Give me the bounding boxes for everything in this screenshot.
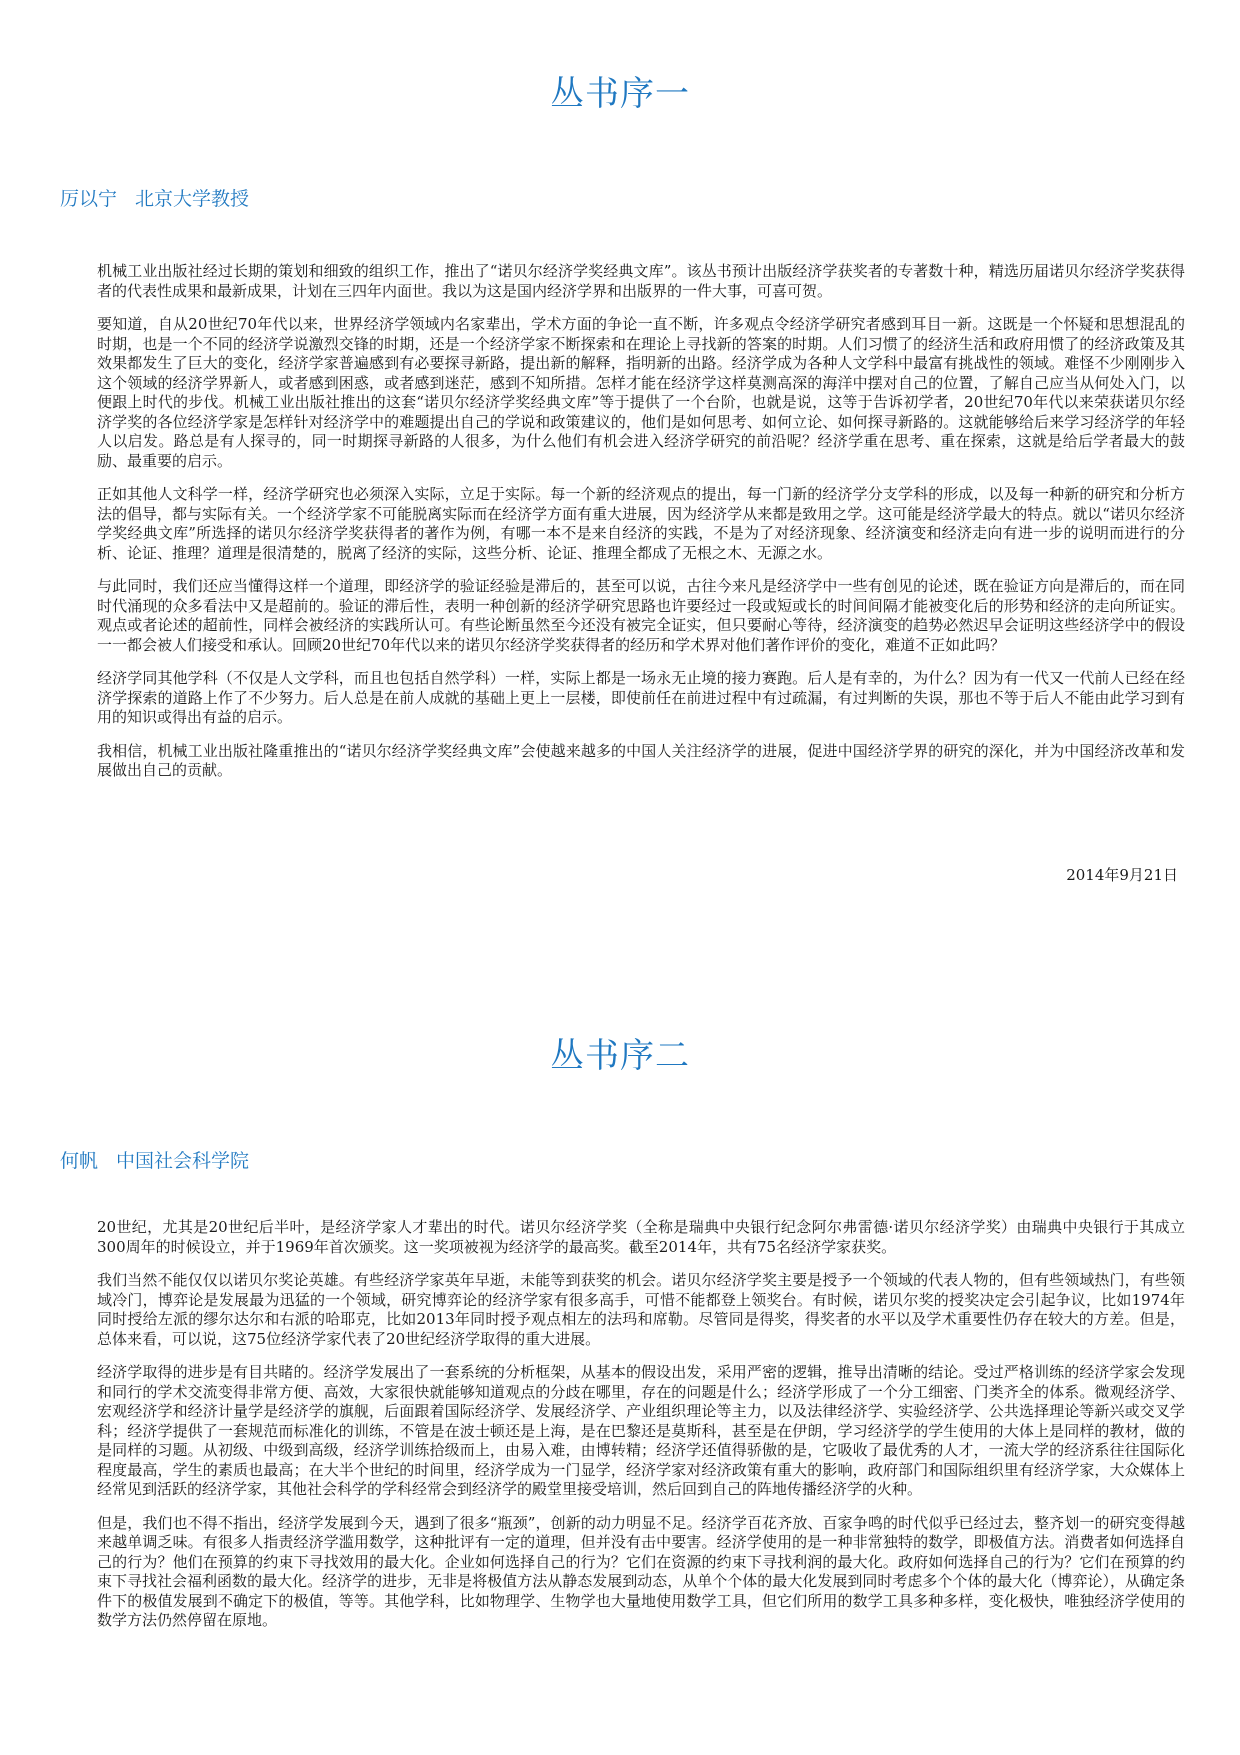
preface-two-author-line	[60, 1146, 249, 1173]
preface-two-body	[97, 1218, 1185, 1645]
preface-two-paragraph: 我们当然不能仅仅以诺贝尔奖论英雄。有些经济学家英年早逝，未能等到获奖的机会。诺贝尔经济学奖主要是授予一个领域的代表人物的，但有些领域热门，有些领域冷门，博弈论是发展最为迅猛的一个领域，研究博弈论的经济学家有很多高手，可惜不能都登上领奖台。有时候，诺贝尔奖的授奖决定会引起争议，比如1974年同时授给左派的缪尔达尔和右派的哈耶克，比如2013年同时授予观点相左的法玛和席勒。尽管同是得奖，得奖者的水平以及学术重要性仍存在较大的方差。但是，总体来看，可以说，这75位经济学家代表了20世纪经济学取得的重大进展。	[97, 1271, 1185, 1348]
preface-one-paragraph: 要知道，自从20世纪70年代以来，世界经济学领域内名家辈出，学术方面的争论一直不断，许多观点令经济学研究者感到耳目一新。这既是一个怀疑和思想混乱的时期，也是一个不同的经济学说激烈交锋的时期，还是一个经济学家不断探索和在理论上寻找新的答案的时期。人们习惯了的经济生活和政府用惯了的经济政策及其效果都发生了巨大的变化，经济学家普遍感到有必要探寻新路，提出新的解释，指明新的出路。经济学成为各种人文学科中最富有挑战性的领域。难怪不少刚刚步入这个领域的经济学界新人，或者感到困惑，或者感到迷茫，感到不知所措。怎样才能在经济学这样莫测高深的海洋中摆对自己的位置，了解自己应当从何处入门，以便跟上时代的步伐。机械工业出版社推出的这套“诺贝尔经济学奖经典文库”等于提供了一个台阶，也就是说，这等于告诉初学者，20世纪70年代以来荣获诺贝尔经济学奖的各位经济学家是怎样针对经济学中的难题提出自己的学说和政策建议的，他们是如何思考、如何立论、如何探寻新路的。这就能够给后来学习经济学的年轻人以启发。路总是有人探寻的，同一时期探寻新路的人很多，为什么他们有机会进入经济学研究的前沿呢？经济学重在思考、重在探索，这就是给后学者最大的鼓励、最重要的启示。	[97, 315, 1185, 470]
preface-one-body	[97, 262, 1185, 795]
preface-one-title: 丛书序一	[550, 74, 690, 114]
preface-one-paragraph: 机械工业出版社经过长期的策划和细致的组织工作，推出了“诺贝尔经济学奖经典文库”。该丛书预计出版经济学获奖者的专著数十种，精选历届诺贝尔经济学奖获得者的代表性成果和最新成果，计划在三四年内面世。我以为这是国内经济学界和出版界的一件大事，可喜可贺。	[97, 262, 1185, 300]
preface-two-paragraph: 20世纪，尤其是20世纪后半叶，是经济学家人才辈出的时代。诺贝尔经济学奖（全称是瑞典中央银行纪念阿尔弗雷德·诺贝尔经济学奖）由瑞典中央银行于其成立300周年的时候设立，并于1969年首次颁奖。这一奖项被视为经济学的最高奖。截至2014年，共有75名经济学家获奖。	[97, 1218, 1185, 1256]
preface-two-author: 何帆	[60, 1150, 99, 1172]
preface-one-affiliation: 北京大学教授	[135, 188, 250, 210]
preface-one-author-line	[60, 184, 249, 211]
preface-one-author: 厉以宁	[60, 188, 118, 210]
preface-one-paragraph: 正如其他人文科学一样，经济学研究也必须深入实际，立足于实际。每一个新的经济观点的提出，每一门新的经济学分支学科的形成，以及每一种新的研究和分析方法的倡导，都与实际有关。一个经济学家不可能脱离实际而在经济学方面有重大进展，因为经济学从来都是致用之学。这可能是经济学最大的特点。就以“诺贝尔经济学奖经典文库”所选择的诺贝尔经济学奖获得者的著作为例，有哪一本不是来自经济的实践，不是为了对经济现象、经济演变和经济走向有进一步的说明而进行的分析、论证、推理？道理是很清楚的，脱离了经济的实际，这些分析、论证、推理全都成了无根之木、无源之水。	[97, 485, 1185, 562]
preface-two-title: 丛书序二	[550, 1036, 690, 1076]
preface-two-paragraph: 但是，我们也不得不指出，经济学发展到今天，遇到了很多“瓶颈”，创新的动力明显不足。经济学百花齐放、百家争鸣的时代似乎已经过去，整齐划一的研究变得越来越单调乏味。有很多人指责经济学滥用数学，这种批评有一定的道理，但并没有击中要害。经济学使用的是一种非常独特的数学，即极值方法。消费者如何选择自己的行为？他们在预算的约束下寻找效用的最大化。企业如何选择自己的行为？它们在资源的约束下寻找利润的最大化。政府如何选择自己的行为？它们在预算的约束下寻找社会福利函数的最大化。经济学的进步，无非是将极值方法从静态发展到动态，从单个个体的最大化发展到同时考虑多个个体的最大化（博弈论），从确定条件下的极值发展到不确定下的极值，等等。其他学科，比如物理学、生物学也大量地使用数学工具，但它们所用的数学工具多种多样，变化极快，唯独经济学使用的数学方法仍然停留在原地。	[97, 1513, 1185, 1629]
preface-one-paragraph: 我相信，机械工业出版社隆重推出的“诺贝尔经济学奖经典文库”会使越来越多的中国人关注经济学的进展，促进中国经济学界的研究的深化，并为中国经济改革和发展做出自己的贡献。	[97, 741, 1185, 779]
preface-one-date: 2014年9月21日	[1066, 866, 1178, 884]
preface-two-affiliation: 中国社会科学院	[116, 1150, 250, 1172]
preface-one-paragraph: 经济学同其他学科（不仅是人文学科，而且也包括自然学科）一样，实际上都是一场永无止境的接力赛跑。后人是有幸的，为什么？因为有一代又一代前人已经在经济学探索的道路上作了不少努力。后人总是在前人成就的基础上更上一层楼，即使前任在前进过程中有过疏漏，有过判断的失误，那也不等于后人不能由此学习到有用的知识或得出有益的启示。	[97, 669, 1185, 726]
preface-one-paragraph: 与此同时，我们还应当懂得这样一个道理，即经济学的验证经验是滞后的，甚至可以说，古往今来凡是经济学中一些有创见的论述，既在验证方向是滞后的，而在同时代涌现的众多看法中又是超前的。验证的滞后性，表明一种创新的经济学研究思路也许要经过一段或短或长的时间间隔才能被变化后的形势和经济的走向所证实。观点或者论述的超前性，同样会被经济的实践所认可。有些论断虽然至今还没有被完全证实，但只要耐心等待，经济演变的趋势必然迟早会证明这些经济学中的假设一一都会被人们接受和承认。回顾20世纪70年代以来的诺贝尔经济学奖获得者的经历和学术界对他们著作评价的变化，难道不正如此吗？	[97, 577, 1185, 654]
preface-two-paragraph: 经济学取得的进步是有目共睹的。经济学发展出了一套系统的分析框架，从基本的假设出发，采用严密的逻辑，推导出清晰的结论。受过严格训练的经济学家会发现和同行的学术交流变得非常方便、高效，大家很快就能够知道观点的分歧在哪里，存在的问题是什么；经济学形成了一个分工细密、门类齐全的体系。微观经济学、宏观经济学和经济计量学是经济学的旗舰，后面跟着国际经济学、发展经济学、产业组织理论等主力，以及法律经济学、实验经济学、公共选择理论等新兴或交叉学科；经济学提供了一套规范而标准化的训练，不管是在波士顿还是上海，是在巴黎还是莫斯科，甚至是在伊朗，学习经济学的学生使用的大体上是同样的教材，做的是同样的习题。从初级、中级到高级，经济学训练拾级而上，由易入难，由博转精；经济学还值得骄傲的是，它吸收了最优秀的人才，一流大学的经济系往往国际化程度最高，学生的素质也最高；在大半个世纪的时间里，经济学成为一门显学，经济学家对经济政策有重大的影响，政府部门和国际组织里有经济学家，大众媒体上经常见到活跃的经济学家，其他社会科学的学科经常会到经济学的殿堂里接受培训，然后回到自己的阵地传播经济学的火种。	[97, 1363, 1185, 1498]
